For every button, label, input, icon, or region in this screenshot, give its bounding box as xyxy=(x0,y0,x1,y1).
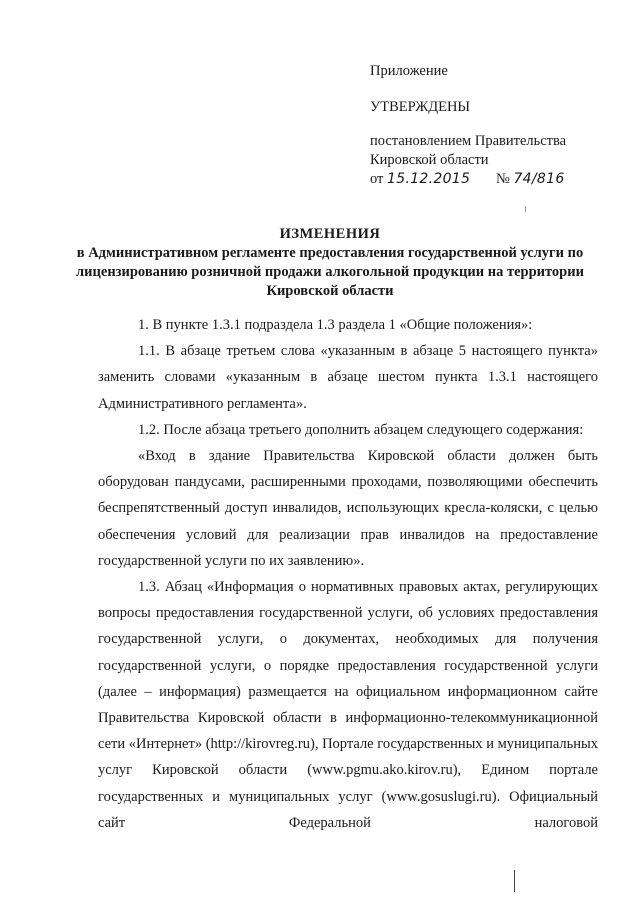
document-title xyxy=(60,225,600,301)
appendix-label: Приложение xyxy=(370,63,448,79)
title-subtitle: в Административном регламенте предоставления государственной услуги по лицензированию розничной продажи алкогольной продукции на территории Кировской области xyxy=(76,245,584,299)
handwritten-date: 15.12.2015 xyxy=(387,171,471,187)
approved-label: УТВЕРЖДЕНЫ xyxy=(370,99,471,115)
document-number xyxy=(496,170,565,189)
paragraph-quote: «Вход в здание Правительства Кировской области должен быть оборудован пандусами, расширенными проходами, позволяющими обеспечить беспрепятственный доступ инвалидов, использующих кресла-коляски, с целью обеспечения условий для реализации прав инвалидов на предоставление государственной услуги по их заявлению». xyxy=(98,448,598,569)
paragraph-1-3: 1.3. Абзац «Информация о нормативных правовых актах, регулирующих вопросы предоставления государственной услуги, об условиях предоставления государственной услуги, о документах, необходимых для получения государственной услуги, о порядке предоставления государственной услуги (далее – информация) размещается на официальном информационном сайте Правительства Кировской области в информационно-телекоммуникационной сети «Интернет» (http://kirovreg.ru), Портале государственных и муниципальных услуг Кировской области (www.pgmu.ako.kirov.ru), Едином портале государственных и муниципальных услуг (www.gosuslugi.ru). Официальный сайт Федеральной налоговой xyxy=(98,579,598,831)
handwritten-number: 74/816 xyxy=(513,171,565,187)
scan-mark xyxy=(514,870,515,892)
paragraph-1-2: 1.2. После абзаца третьего дополнить абзацем следующего содержания: xyxy=(138,421,584,438)
number-prefix: № xyxy=(496,171,510,187)
resolution-line-2: Кировской области xyxy=(370,152,489,168)
scan-mark xyxy=(525,206,526,212)
approval-block xyxy=(370,62,620,189)
paragraph-1: 1. В пункте 1.3.1 подраздела 1.3 раздела 1 «Общие положения»: xyxy=(138,317,533,333)
date-prefix: от xyxy=(370,171,384,187)
resolution-line-1: постановлением Правительства xyxy=(370,133,567,149)
document-body xyxy=(98,312,598,836)
title-heading: ИЗМЕНЕНИЯ xyxy=(279,226,381,242)
date-number-row xyxy=(370,170,620,189)
paragraph-1-1: 1.1. В абзаце третьем слова «указанным в абзаце 5 настоящего пункта» заменить словами «указанным в абзаце шестом пункта 1.3.1 настоящего Административного регламента». xyxy=(98,343,598,412)
